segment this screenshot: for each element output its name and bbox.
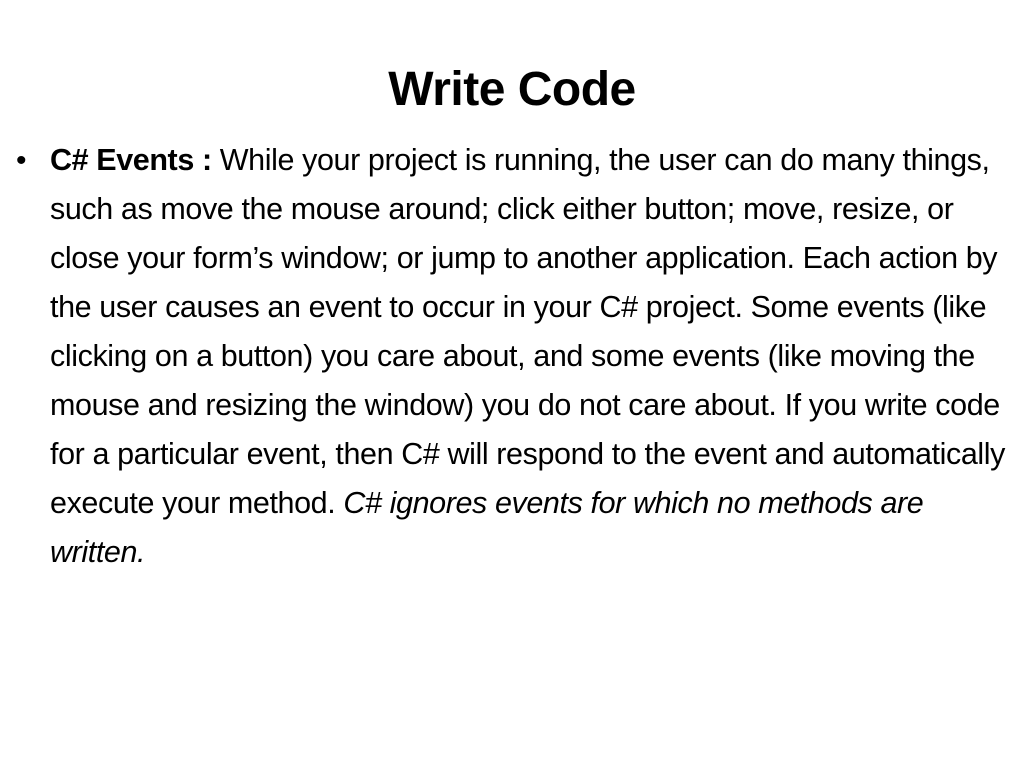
bullet-body: While your project is running, the user can do many things, such as move the mouse around; click either button; move, resize, or close your form’s window; or jump to another application. Each action by the user causes an event to occur in your C# project. Some events (like clicking on a button) you care about, and some events (like moving the mouse and resizing the window) you do not care about. If you write code for a particular event, then C# will respond to the event and automatically execute your method. [50,143,1006,520]
slide-title: Write Code [388,63,636,116]
bullet-item [16,136,1012,577]
bullet-emphasis: C# ignores events for which no methods are written. [50,486,924,569]
bullet-text [50,136,1012,577]
bullet-icon: • [16,144,27,177]
slide-content [16,136,1012,577]
bullet-label: C# Events : [50,143,212,177]
